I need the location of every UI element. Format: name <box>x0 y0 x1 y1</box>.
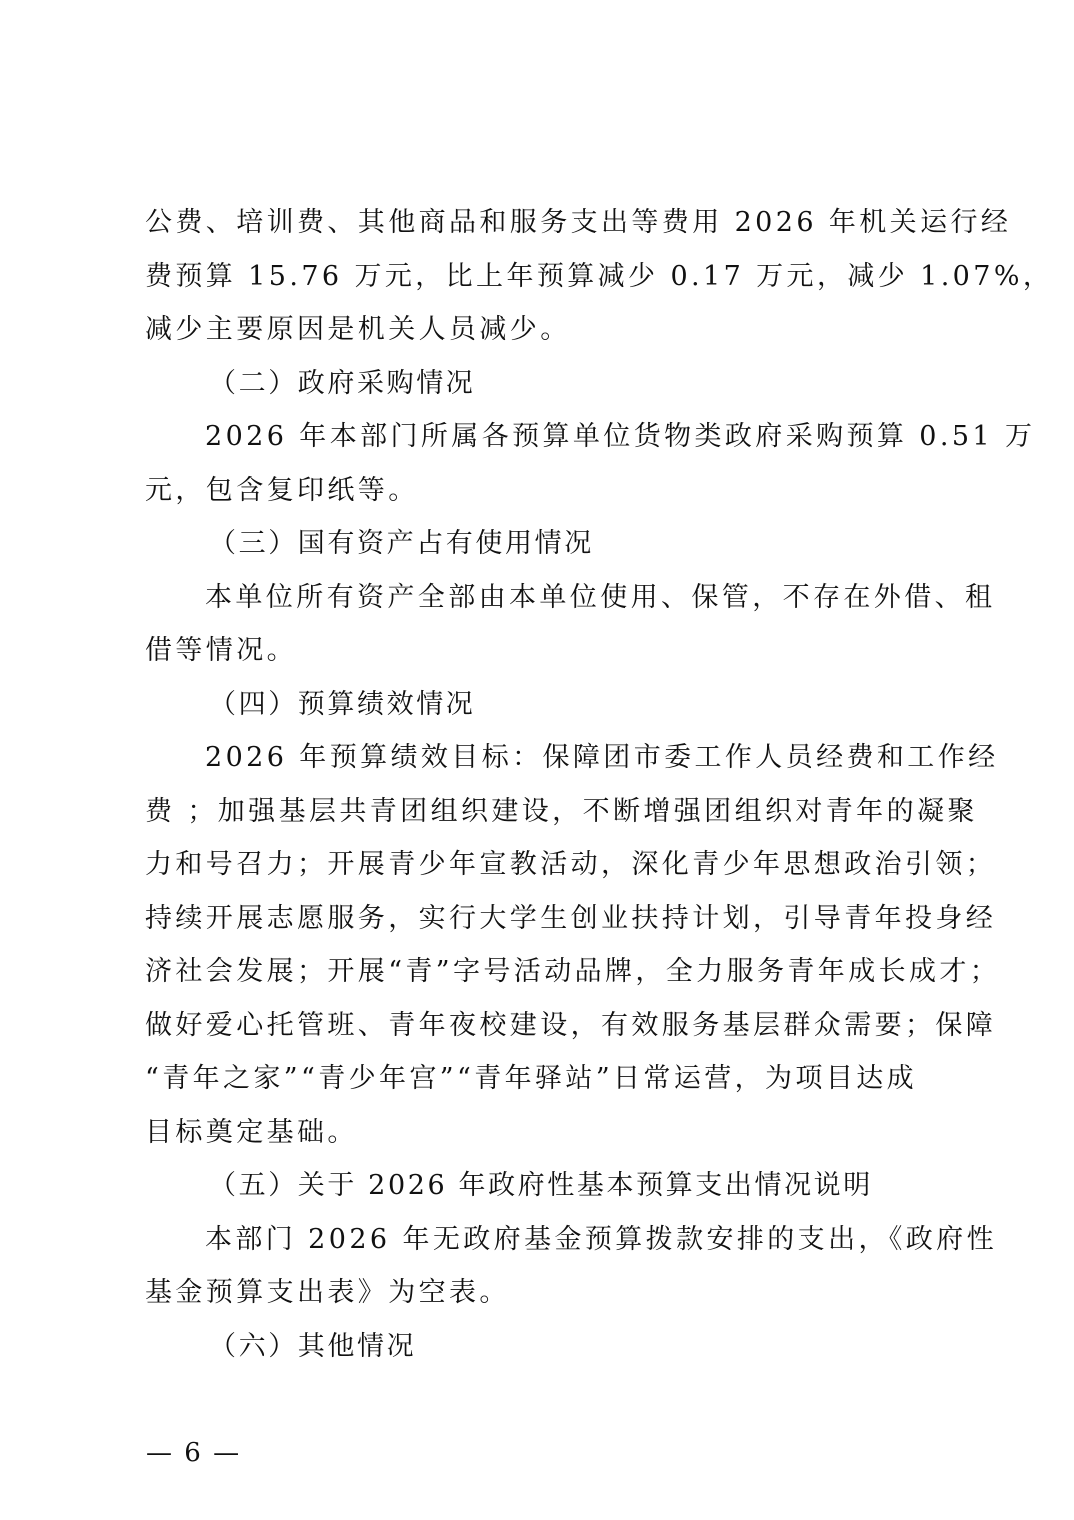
paragraph-line: 基金预算支出表》为空表。 <box>145 1277 510 1308</box>
paragraph-line: 2026 年预算绩效目标：保障团市委工作人员经费和工作经 <box>205 742 999 773</box>
section-heading-6: （六）其他情况 <box>209 1330 417 1362</box>
section-heading-4: （四）预算绩效情况 <box>209 688 476 720</box>
paragraph-line: “青年之家”“青少年宫”“青年驿站”日常运营，为项目达成 <box>145 1063 918 1094</box>
paragraph-line: 费 ；加强基层共青团组织建设，不断增强团组织对青年的凝聚 <box>145 795 978 827</box>
paragraph-line: 力和号召力；开展青少年宣教活动，深化青少年思想政治引领； <box>145 849 997 880</box>
paragraph-line: 济社会发展；开展“青”字号活动品牌，全力服务青年成长成才； <box>145 956 1001 987</box>
paragraph-line: 本单位所有资产全部由本单位使用、保管，不存在外借、租 <box>205 581 996 613</box>
section-heading-3: （三）国有资产占有使用情况 <box>209 528 594 559</box>
paragraph-line: 持续开展志愿服务，实行大学生创业扶持计划，引导青年投身经 <box>145 902 997 934</box>
paragraph-line: 减少主要原因是机关人员减少。 <box>145 314 571 345</box>
paragraph-line: 本部门 2026 年无政府基金预算拨款安排的支出，《政府性 <box>205 1223 997 1255</box>
paragraph-line: 目标奠定基础。 <box>145 1116 358 1148</box>
paragraph-line: 2026 年本部门所属各预算单位货物类政府采购预算 0.51 万 <box>205 421 1036 452</box>
page-number: — 6 — <box>146 1438 242 1468</box>
paragraph-line: 公费、培训费、其他商品和服务支出等费用 2026 年机关运行经 <box>145 207 1012 238</box>
paragraph-line: 借等情况。 <box>145 635 297 666</box>
section-heading-5: （五）关于 2026 年政府性基本预算支出情况说明 <box>209 1170 873 1201</box>
paragraph-line: 做好爱心托管班、青年夜校建设，有效服务基层群众需要；保障 <box>145 1009 997 1041</box>
document-body <box>145 196 1054 1373</box>
paragraph-line: 元，包含复印纸等。 <box>145 474 419 506</box>
paragraph-line: 费预算 15.76 万元，比上年预算减少 0.17 万元，减少 1.07%， <box>145 260 1054 292</box>
section-heading-2: （二）政府采购情况 <box>209 367 476 399</box>
